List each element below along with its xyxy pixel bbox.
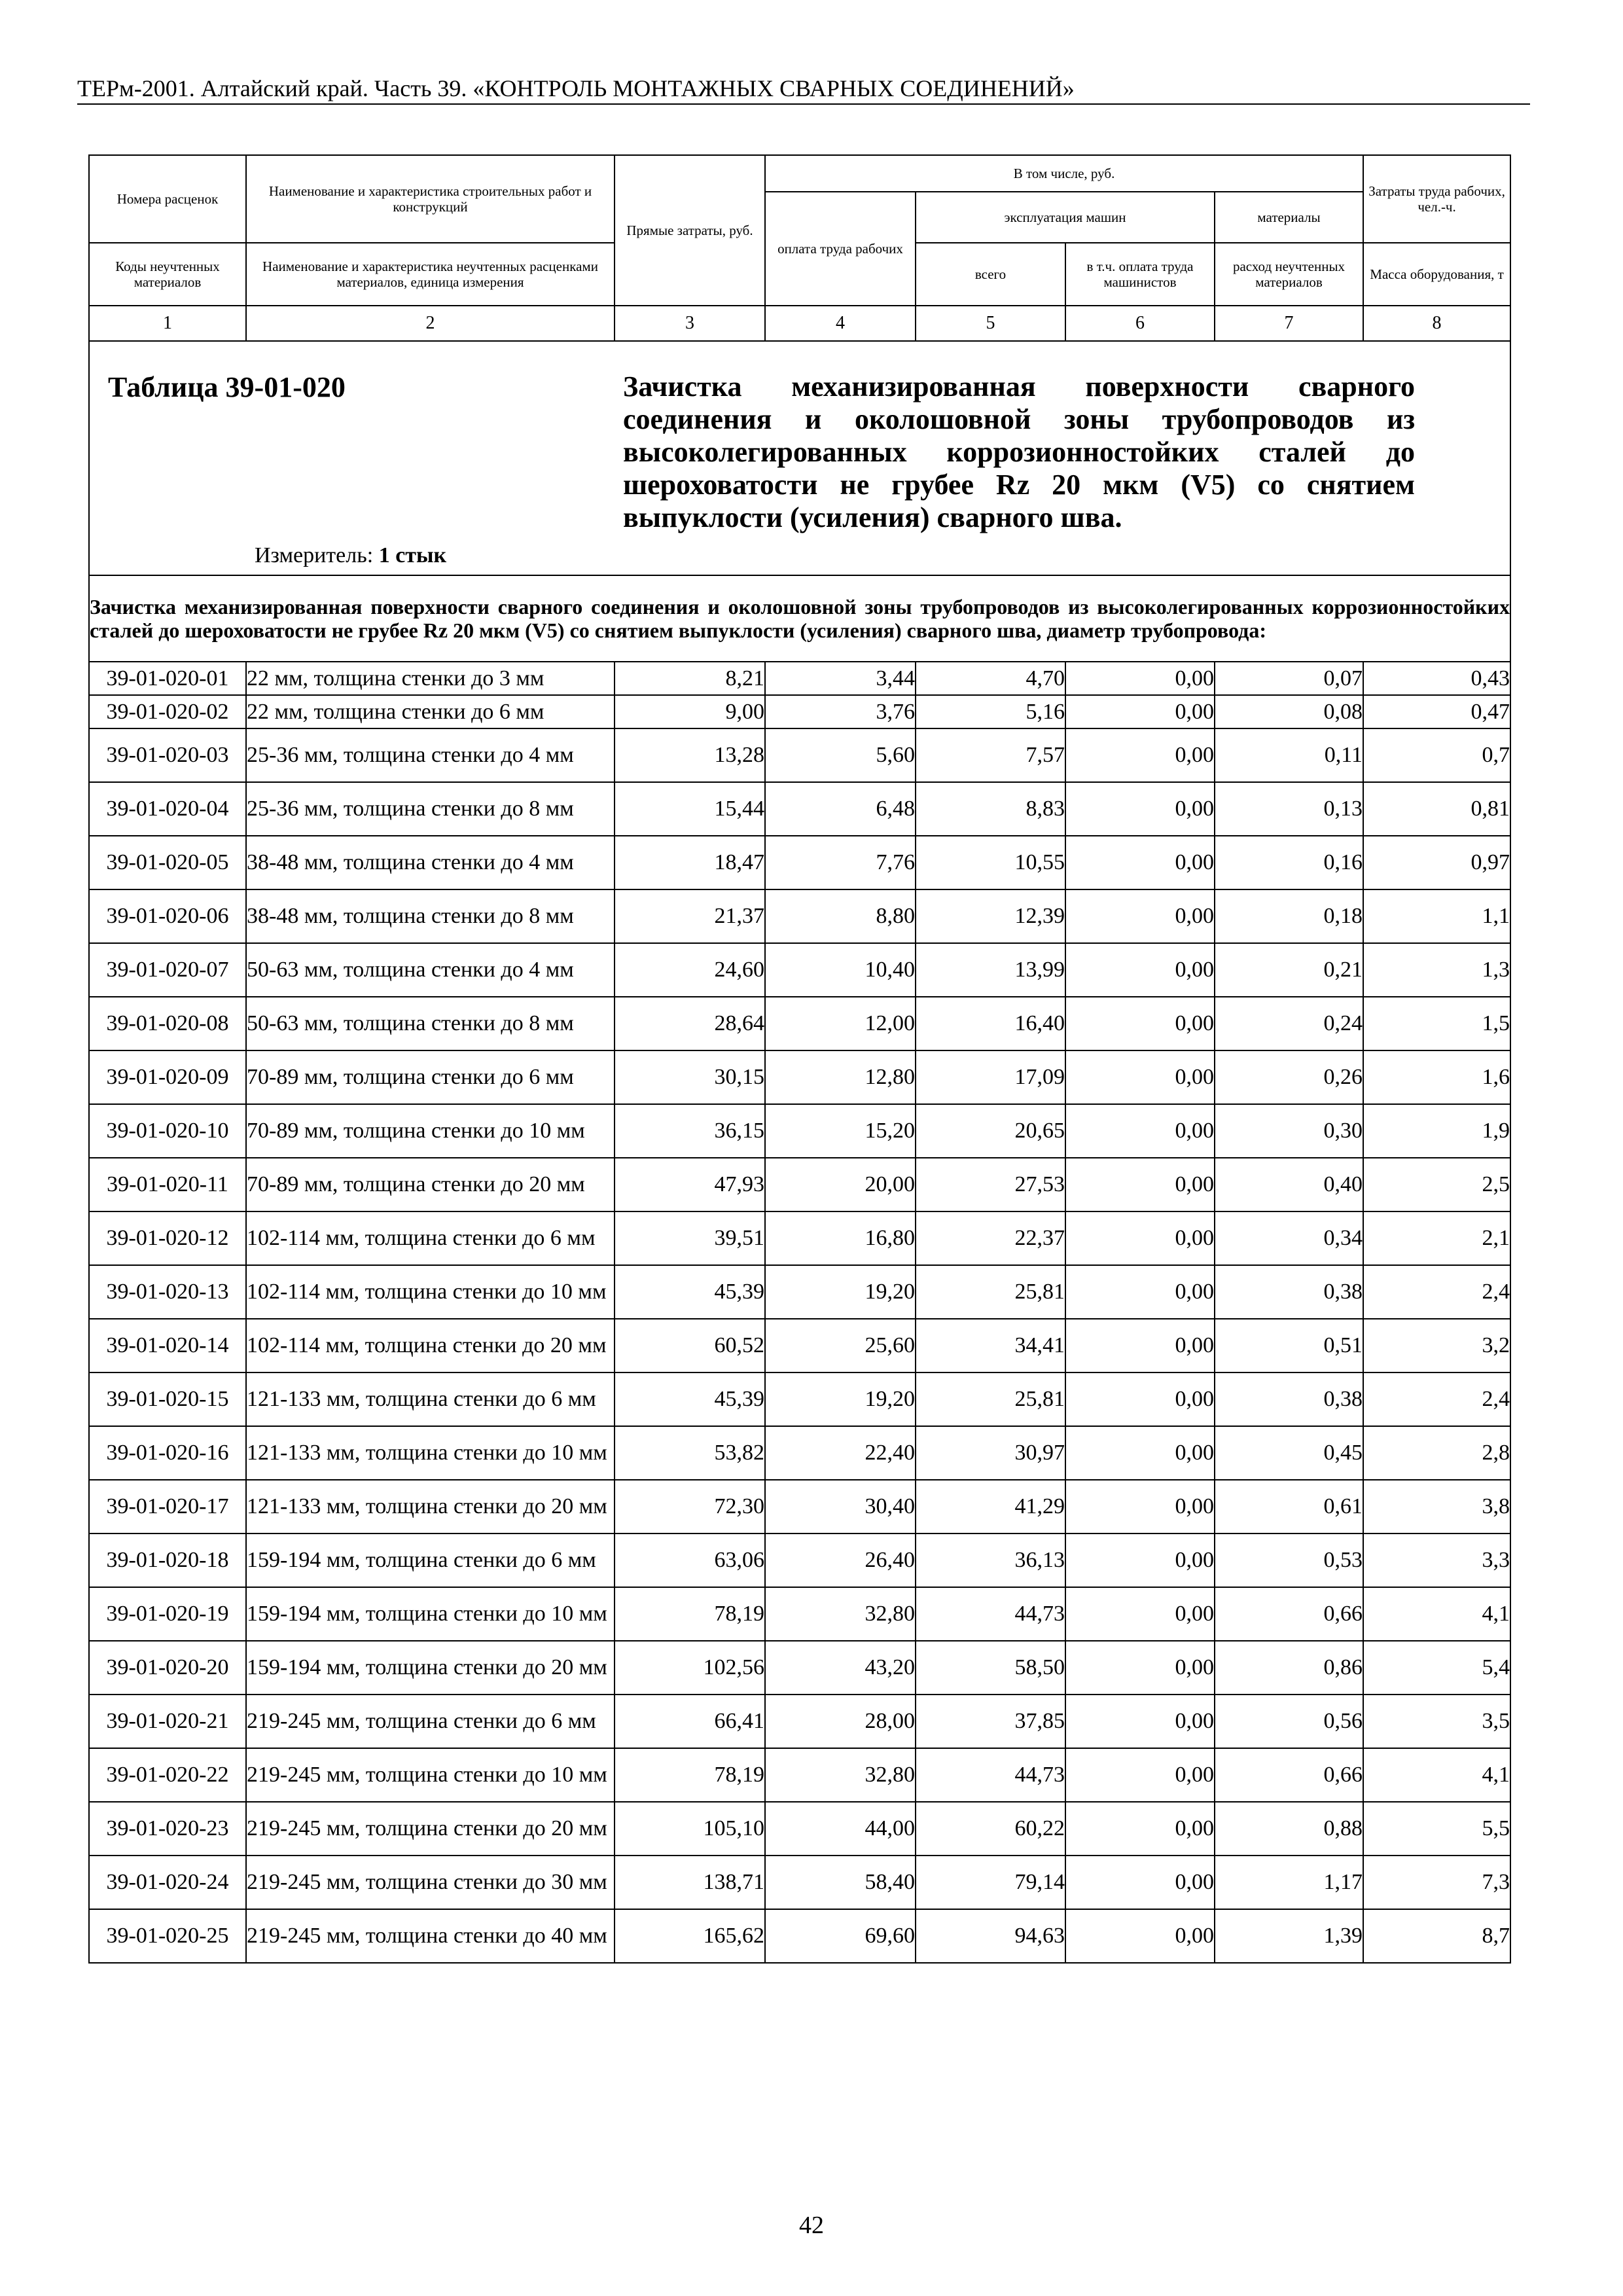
row-machines-total: 12,39 [916,889,1065,943]
row-direct-costs: 47,93 [615,1158,765,1211]
row-labor-pay: 58,40 [765,1856,916,1909]
row-name: 25-36 мм, толщина стенки до 8 мм [246,782,615,836]
row-materials: 0,66 [1215,1748,1363,1802]
row-labor-pay: 44,00 [765,1802,916,1856]
row-name: 219-245 мм, толщина стенки до 40 мм [246,1909,615,1963]
row-machines-total: 27,53 [916,1158,1065,1211]
row-direct-costs: 30,15 [615,1050,765,1104]
row-labor-pay: 5,60 [765,728,916,782]
table-row [89,1104,1510,1158]
row-code: 39-01-020-03 [89,728,246,782]
row-name: 159-194 мм, толщина стенки до 10 мм [246,1587,615,1641]
row-machines-total: 4,70 [916,662,1065,695]
table-row [89,1802,1510,1856]
row-labor-pay: 10,40 [765,943,916,997]
row-labor-cost: 2,4 [1363,1372,1510,1426]
row-name: 102-114 мм, толщина стенки до 20 мм [246,1319,615,1372]
table-row [89,836,1510,889]
row-labor-cost: 1,1 [1363,889,1510,943]
row-machinist-pay: 0,00 [1065,1587,1215,1641]
row-code: 39-01-020-08 [89,997,246,1050]
row-machines-total: 30,97 [916,1426,1065,1480]
table-row [89,782,1510,836]
row-machinist-pay: 0,00 [1065,1480,1215,1534]
row-direct-costs: 60,52 [615,1319,765,1372]
row-direct-costs: 18,47 [615,836,765,889]
row-machines-total: 13,99 [916,943,1065,997]
row-name: 25-36 мм, толщина стенки до 4 мм [246,728,615,782]
row-labor-cost: 3,8 [1363,1480,1510,1534]
row-labor-cost: 5,4 [1363,1641,1510,1695]
row-labor-pay: 12,00 [765,997,916,1050]
row-direct-costs: 63,06 [615,1534,765,1587]
row-machines-total: 7,57 [916,728,1065,782]
row-labor-pay: 69,60 [765,1909,916,1963]
row-labor-cost: 4,1 [1363,1587,1510,1641]
row-labor-pay: 19,20 [765,1372,916,1426]
row-direct-costs: 45,39 [615,1265,765,1319]
row-materials: 0,08 [1215,695,1363,728]
row-materials: 0,16 [1215,836,1363,889]
header-machines-total: всего [916,243,1065,306]
row-name: 102-114 мм, толщина стенки до 6 мм [246,1211,615,1265]
row-machines-total: 17,09 [916,1050,1065,1104]
table-description: Зачистка механизированная поверхности сварного соединения и околошовной зоны трубопроводов из высоколегированных коррозионностойких сталей до шероховатости не грубее Rz 20 мкм (V5) со снятием выпуклости (усиления) сварного шва, диаметр трубопровода: [89,575,1510,662]
row-code: 39-01-020-17 [89,1480,246,1534]
row-labor-cost: 5,5 [1363,1802,1510,1856]
row-materials: 0,86 [1215,1641,1363,1695]
row-name: 70-89 мм, толщина стенки до 10 мм [246,1104,615,1158]
row-machinist-pay: 0,00 [1065,1158,1215,1211]
table-row [89,662,1510,695]
row-machines-total: 79,14 [916,1856,1065,1909]
table-row [89,728,1510,782]
table-row [89,1856,1510,1909]
row-labor-cost: 2,5 [1363,1158,1510,1211]
row-direct-costs: 28,64 [615,997,765,1050]
table-row [89,1158,1510,1211]
row-labor-pay: 3,76 [765,695,916,728]
row-direct-costs: 21,37 [615,889,765,943]
page-number: 42 [799,2212,824,2239]
row-direct-costs: 13,28 [615,728,765,782]
row-machines-total: 44,73 [916,1748,1065,1802]
row-labor-cost: 3,3 [1363,1534,1510,1587]
row-machinist-pay: 0,00 [1065,1211,1215,1265]
table-row [89,1211,1510,1265]
row-materials: 1,17 [1215,1856,1363,1909]
row-labor-cost: 0,7 [1363,728,1510,782]
row-materials: 0,34 [1215,1211,1363,1265]
row-materials: 0,11 [1215,728,1363,782]
row-materials: 0,24 [1215,997,1363,1050]
row-labor-cost: 8,7 [1363,1909,1510,1963]
table-row [89,1372,1510,1426]
table-id: Таблица 39-01-020 [108,371,346,403]
row-labor-pay: 43,20 [765,1641,916,1695]
header-including: В том числе, руб. [765,155,1363,192]
row-machinist-pay: 0,00 [1065,1265,1215,1319]
row-code: 39-01-020-05 [89,836,246,889]
row-machinist-pay: 0,00 [1065,997,1215,1050]
row-code: 39-01-020-06 [89,889,246,943]
row-machines-total: 25,81 [916,1372,1065,1426]
row-code: 39-01-020-12 [89,1211,246,1265]
row-materials: 0,07 [1215,662,1363,695]
row-code: 39-01-020-24 [89,1856,246,1909]
row-name: 121-133 мм, толщина стенки до 10 мм [246,1426,615,1480]
header-unaccounted-materials: расход неучтенных материалов [1215,243,1363,306]
row-labor-pay: 30,40 [765,1480,916,1534]
row-name: 22 мм, толщина стенки до 6 мм [246,695,615,728]
col-number: 5 [916,306,1065,341]
row-direct-costs: 15,44 [615,782,765,836]
table-row [89,1695,1510,1748]
meter-value: 1 стык [378,543,447,567]
row-machines-total: 41,29 [916,1480,1065,1534]
table-row [89,889,1510,943]
table-row [89,1480,1510,1534]
table-row [89,997,1510,1050]
row-direct-costs: 24,60 [615,943,765,997]
row-labor-cost: 1,9 [1363,1104,1510,1158]
row-materials: 0,45 [1215,1426,1363,1480]
row-machines-total: 20,65 [916,1104,1065,1158]
row-labor-pay: 6,48 [765,782,916,836]
table-row [89,1534,1510,1587]
row-name: 219-245 мм, толщина стенки до 20 мм [246,1802,615,1856]
row-machines-total: 44,73 [916,1587,1065,1641]
row-direct-costs: 138,71 [615,1856,765,1909]
row-labor-cost: 3,5 [1363,1695,1510,1748]
row-machinist-pay: 0,00 [1065,1372,1215,1426]
row-labor-pay: 20,00 [765,1158,916,1211]
row-labor-cost: 0,97 [1363,836,1510,889]
header-name-bottom: Наименование и характеристика неучтенных расценками материалов, единица измерения [246,243,615,306]
table-row [89,1319,1510,1372]
row-code: 39-01-020-20 [89,1641,246,1695]
row-materials: 0,53 [1215,1534,1363,1587]
row-machinist-pay: 0,00 [1065,1426,1215,1480]
row-materials: 0,51 [1215,1319,1363,1372]
price-table [88,154,1511,1964]
row-code: 39-01-020-10 [89,1104,246,1158]
row-name: 50-63 мм, толщина стенки до 4 мм [246,943,615,997]
row-materials: 0,21 [1215,943,1363,997]
row-machines-total: 34,41 [916,1319,1065,1372]
row-labor-cost: 0,43 [1363,662,1510,695]
col-number: 7 [1215,306,1363,341]
table-row [89,1050,1510,1104]
row-machines-total: 60,22 [916,1802,1065,1856]
row-direct-costs: 78,19 [615,1587,765,1641]
row-machinist-pay: 0,00 [1065,1641,1215,1695]
row-code: 39-01-020-23 [89,1802,246,1856]
row-machines-total: 10,55 [916,836,1065,889]
row-code: 39-01-020-11 [89,1158,246,1211]
document-header: ТЕРм-2001. Алтайский край. Часть 39. «КОНТРОЛЬ МОНТАЖНЫХ СВАРНЫХ СОЕДИНЕНИЙ» [77,73,1530,105]
col-number: 6 [1065,306,1215,341]
row-direct-costs: 102,56 [615,1641,765,1695]
row-machinist-pay: 0,00 [1065,1909,1215,1963]
table-row [89,1748,1510,1802]
row-code: 39-01-020-16 [89,1426,246,1480]
row-machines-total: 58,50 [916,1641,1065,1695]
row-code: 39-01-020-15 [89,1372,246,1426]
row-labor-cost: 0,47 [1363,695,1510,728]
row-direct-costs: 72,30 [615,1480,765,1534]
row-labor-cost: 7,3 [1363,1856,1510,1909]
row-materials: 0,40 [1215,1158,1363,1211]
row-code: 39-01-020-25 [89,1909,246,1963]
row-name: 159-194 мм, толщина стенки до 20 мм [246,1641,615,1695]
row-labor-pay: 25,60 [765,1319,916,1372]
row-direct-costs: 39,51 [615,1211,765,1265]
row-code: 39-01-020-22 [89,1748,246,1802]
header-machinist-pay: в т.ч. оплата труда машинистов [1065,243,1215,306]
row-machines-total: 16,40 [916,997,1065,1050]
row-direct-costs: 78,19 [615,1748,765,1802]
row-machines-total: 5,16 [916,695,1065,728]
row-labor-pay: 32,80 [765,1748,916,1802]
row-name: 38-48 мм, толщина стенки до 8 мм [246,889,615,943]
row-labor-pay: 15,20 [765,1104,916,1158]
row-materials: 0,66 [1215,1587,1363,1641]
table-row [89,943,1510,997]
row-code: 39-01-020-18 [89,1534,246,1587]
row-materials: 0,18 [1215,889,1363,943]
row-machinist-pay: 0,00 [1065,1802,1215,1856]
row-code: 39-01-020-07 [89,943,246,997]
row-name: 70-89 мм, толщина стенки до 6 мм [246,1050,615,1104]
row-machinist-pay: 0,00 [1065,836,1215,889]
row-code: 39-01-020-14 [89,1319,246,1372]
row-code: 39-01-020-19 [89,1587,246,1641]
row-labor-cost: 1,3 [1363,943,1510,997]
row-machines-total: 25,81 [916,1265,1065,1319]
row-name: 70-89 мм, толщина стенки до 20 мм [246,1158,615,1211]
row-labor-cost: 4,1 [1363,1748,1510,1802]
row-materials: 0,30 [1215,1104,1363,1158]
row-labor-cost: 2,4 [1363,1265,1510,1319]
row-machinist-pay: 0,00 [1065,1104,1215,1158]
row-machinist-pay: 0,00 [1065,782,1215,836]
row-direct-costs: 66,41 [615,1695,765,1748]
row-machines-total: 37,85 [916,1695,1065,1748]
row-name: 121-133 мм, толщина стенки до 20 мм [246,1480,615,1534]
row-materials: 1,39 [1215,1909,1363,1963]
row-name: 219-245 мм, толщина стенки до 6 мм [246,1695,615,1748]
header-direct-costs: Прямые затраты, руб. [615,155,765,306]
col-number: 2 [246,306,615,341]
row-code: 39-01-020-21 [89,1695,246,1748]
table-meter [255,543,446,568]
row-name: 22 мм, толщина стенки до 3 мм [246,662,615,695]
row-machines-total: 8,83 [916,782,1065,836]
table-row [89,1641,1510,1695]
header-code-bottom: Коды неучтенных материалов [89,243,246,306]
row-code: 39-01-020-01 [89,662,246,695]
row-labor-pay: 28,00 [765,1695,916,1748]
meter-label: Измеритель: [255,543,374,567]
row-labor-pay: 7,76 [765,836,916,889]
row-name: 102-114 мм, толщина стенки до 10 мм [246,1265,615,1319]
table-row [89,1909,1510,1963]
row-name: 219-245 мм, толщина стенки до 30 мм [246,1856,615,1909]
row-labor-cost: 2,1 [1363,1211,1510,1265]
row-machinist-pay: 0,00 [1065,1050,1215,1104]
col-number: 3 [615,306,765,341]
row-machines-total: 36,13 [916,1534,1065,1587]
row-code: 39-01-020-04 [89,782,246,836]
row-direct-costs: 9,00 [615,695,765,728]
row-machinist-pay: 0,00 [1065,1748,1215,1802]
col-number: 1 [89,306,246,341]
row-machinist-pay: 0,00 [1065,1695,1215,1748]
row-materials: 0,88 [1215,1802,1363,1856]
header-equipment-mass: Масса оборудования, т [1363,243,1510,306]
row-direct-costs: 8,21 [615,662,765,695]
row-code: 39-01-020-09 [89,1050,246,1104]
row-machinist-pay: 0,00 [1065,943,1215,997]
row-machinist-pay: 0,00 [1065,1319,1215,1372]
row-labor-pay: 32,80 [765,1587,916,1641]
row-materials: 0,56 [1215,1695,1363,1748]
row-name: 121-133 мм, толщина стенки до 6 мм [246,1372,615,1426]
col-number: 8 [1363,306,1510,341]
row-direct-costs: 165,62 [615,1909,765,1963]
row-machinist-pay: 0,00 [1065,889,1215,943]
row-machinist-pay: 0,00 [1065,662,1215,695]
table-row [89,1265,1510,1319]
row-direct-costs: 53,82 [615,1426,765,1480]
table-row [89,1587,1510,1641]
row-machinist-pay: 0,00 [1065,695,1215,728]
header-materials: материалы [1215,192,1363,243]
header-labor-cost: Затраты труда рабочих, чел.-ч. [1363,155,1510,243]
row-name: 159-194 мм, толщина стенки до 6 мм [246,1534,615,1587]
row-direct-costs: 36,15 [615,1104,765,1158]
row-labor-pay: 19,20 [765,1265,916,1319]
row-materials: 0,38 [1215,1372,1363,1426]
table-title-block [89,341,1510,575]
table-row [89,1426,1510,1480]
row-machinist-pay: 0,00 [1065,1534,1215,1587]
row-materials: 0,38 [1215,1265,1363,1319]
header-name-top: Наименование и характеристика строительных работ и конструкций [246,155,615,243]
row-labor-pay: 3,44 [765,662,916,695]
row-labor-cost: 2,8 [1363,1426,1510,1480]
col-number: 4 [765,306,916,341]
row-direct-costs: 105,10 [615,1802,765,1856]
row-direct-costs: 45,39 [615,1372,765,1426]
header-labor-pay: оплата труда рабочих [765,192,916,306]
row-code: 39-01-020-02 [89,695,246,728]
row-code: 39-01-020-13 [89,1265,246,1319]
row-machinist-pay: 0,00 [1065,1856,1215,1909]
header-code-top: Номера расценок [89,155,246,243]
row-labor-cost: 3,2 [1363,1319,1510,1372]
row-materials: 0,26 [1215,1050,1363,1104]
row-machines-total: 94,63 [916,1909,1065,1963]
row-materials: 0,13 [1215,782,1363,836]
table-title: Зачистка механизированная поверхности сварного соединения и околошовной зоны трубопроводов из высоколегированных коррозионностойких сталей до шероховатости не грубее Rz 20 мкм (V5) со снятием выпуклости (усиления) сварного шва. [623,370,1415,533]
row-labor-pay: 8,80 [765,889,916,943]
table-row [89,695,1510,728]
row-name: 50-63 мм, толщина стенки до 8 мм [246,997,615,1050]
row-machinist-pay: 0,00 [1065,728,1215,782]
header-machines: эксплуатация машин [916,192,1215,243]
row-labor-cost: 0,81 [1363,782,1510,836]
row-labor-cost: 1,6 [1363,1050,1510,1104]
row-labor-pay: 16,80 [765,1211,916,1265]
row-materials: 0,61 [1215,1480,1363,1534]
row-name: 219-245 мм, толщина стенки до 10 мм [246,1748,615,1802]
row-name: 38-48 мм, толщина стенки до 4 мм [246,836,615,889]
row-machines-total: 22,37 [916,1211,1065,1265]
row-labor-cost: 1,5 [1363,997,1510,1050]
row-labor-pay: 22,40 [765,1426,916,1480]
row-labor-pay: 12,80 [765,1050,916,1104]
row-labor-pay: 26,40 [765,1534,916,1587]
